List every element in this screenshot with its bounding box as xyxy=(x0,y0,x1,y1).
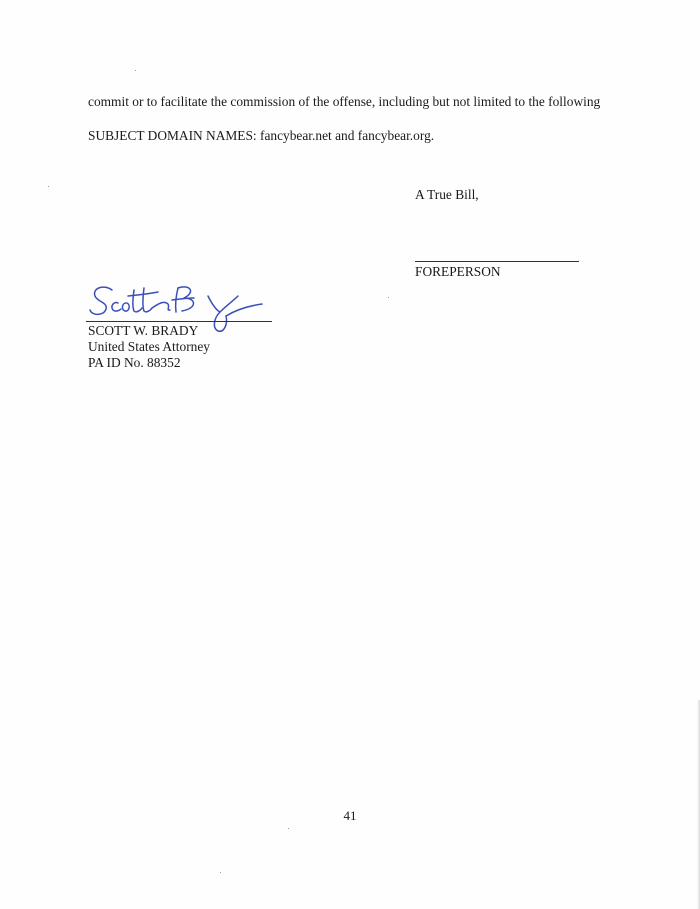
attorney-info xyxy=(88,323,210,371)
scan-speck xyxy=(220,872,221,873)
foreperson-signature-block xyxy=(415,247,579,280)
scan-speck xyxy=(388,297,389,298)
attorney-id: PA ID No. 88352 xyxy=(88,355,181,370)
attorney-signature-line xyxy=(86,321,272,322)
attorney-name: SCOTT W. BRADY xyxy=(88,323,199,338)
true-bill-text: A True Bill, xyxy=(415,187,479,202)
body-text-line: SUBJECT DOMAIN NAMES: fancybear.net and fancybear.org. xyxy=(88,128,435,143)
body-text-line: commit or to facilitate the commission of the offense, including but not limited to the following xyxy=(88,94,601,109)
foreperson-label: FOREPERSON xyxy=(415,264,501,279)
scan-speck xyxy=(288,828,289,829)
scan-speck xyxy=(48,186,49,187)
page-number: 41 xyxy=(343,808,357,823)
attorney-title: United States Attorney xyxy=(88,339,210,354)
foreperson-signature-line xyxy=(415,247,579,262)
scan-speck xyxy=(135,70,136,71)
